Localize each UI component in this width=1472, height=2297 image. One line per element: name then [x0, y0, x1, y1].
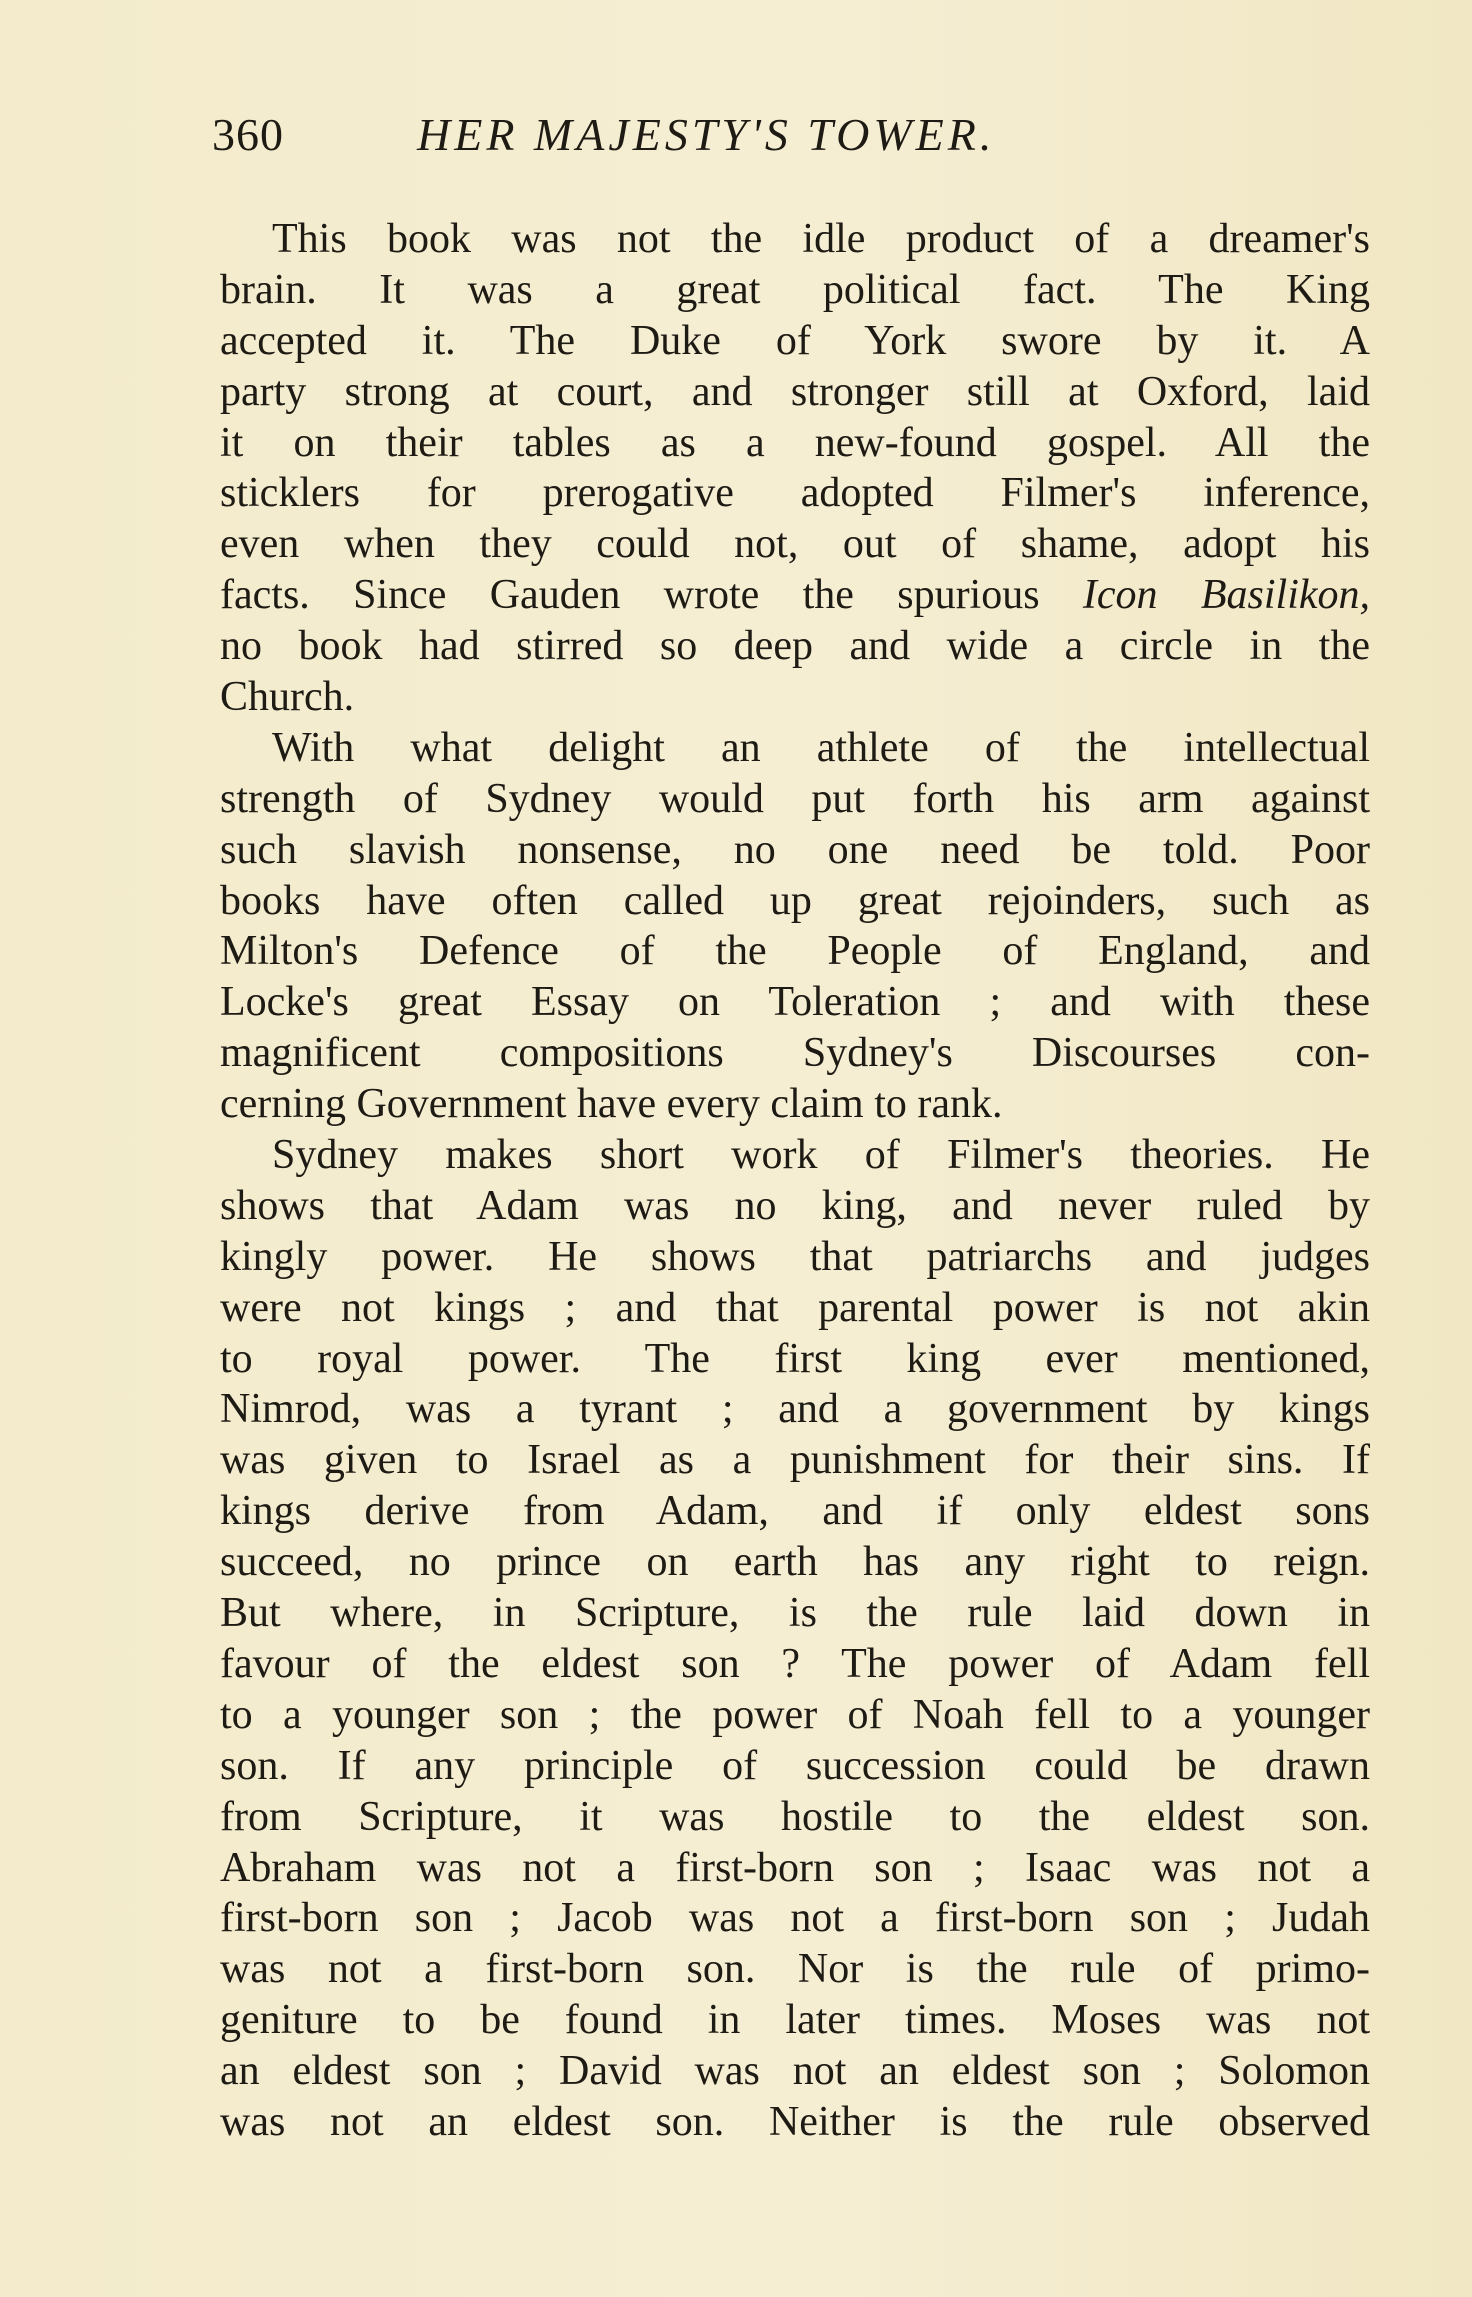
text-line: [220, 1843, 1370, 1894]
text-line-content: were not kings ; and that parental power is not akin: [220, 1284, 1370, 1331]
text-line-content: it on their tables as a new-found gospel. All the: [220, 419, 1370, 466]
text-line-content: was given to Israel as a punishment for their sins. If: [220, 1437, 1370, 1484]
text-line-content: This book was not the idle product of a dreamer's: [272, 216, 1370, 262]
text-line-content: even when they could not, out of shame, adopt his: [220, 521, 1370, 568]
text-line: [220, 774, 1370, 825]
page-header: [212, 108, 1372, 168]
text-line-content: brain. It was a great political fact. The King: [220, 266, 1370, 313]
text-line-content: But where, in Scripture, is the rule laid down in: [220, 1590, 1370, 1637]
text-line-content: such slavish nonsense, no one need be told. Poor: [220, 826, 1370, 873]
text-line-content: magnificent compositions Sydney's Discourses con-: [220, 1030, 1370, 1077]
text-line: [220, 1028, 1370, 1079]
text-line: [220, 1944, 1370, 1995]
text-line: [220, 723, 1370, 774]
text-line: [220, 1130, 1370, 1181]
text-line-content: no book had stirred so deep and wide a circle in the: [220, 623, 1370, 670]
text-line-content: shows that Adam was no king, and never ruled by: [220, 1182, 1370, 1229]
text-line: [220, 1639, 1370, 1690]
text-line: [220, 265, 1370, 316]
italic-title: Icon Basilikon,: [1082, 572, 1370, 619]
text-line-content: Church.: [220, 674, 355, 721]
text-line-content: was not a first-born son. Nor is the rule of primo-: [220, 1946, 1370, 1993]
text-line-content: kingly power. He shows that patriarchs and judges: [220, 1233, 1370, 1280]
text-line: [220, 367, 1370, 418]
text-line: [220, 1079, 1370, 1130]
text-line: [220, 977, 1370, 1028]
text-line: [220, 1181, 1370, 1232]
text-line: [220, 2097, 1370, 2148]
text-line: [220, 1690, 1370, 1741]
text-line: [220, 418, 1370, 469]
text-line-content: to a younger son ; the power of Noah fell to a younger: [220, 1691, 1370, 1738]
text-line: [220, 1537, 1370, 1588]
text-line-content: books have often called up great rejoinders, such as: [220, 877, 1370, 924]
text-line: [220, 1741, 1370, 1792]
text-line: [220, 1283, 1370, 1334]
text-line: [220, 2046, 1370, 2097]
text-line: [220, 1588, 1370, 1639]
text-line-content: cerning Government have every claim to rank.: [220, 1081, 1003, 1128]
text-line-content: from Scripture, it was hostile to the eldest son.: [220, 1793, 1370, 1840]
text-line: [220, 1893, 1370, 1944]
text-line-content: Abraham was not a first-born son ; Isaac was not a: [220, 1844, 1370, 1891]
text-line: [220, 519, 1370, 570]
text-line-content: facts. Since Gauden wrote the spurious: [220, 572, 1083, 619]
text-line: [220, 1435, 1370, 1486]
text-line-content: sticklers for prerogative adopted Filmer's inference,: [220, 470, 1370, 517]
text-line-content: was not an eldest son. Neither is the rule observed: [220, 2098, 1370, 2145]
text-line: [220, 926, 1370, 977]
text-line: [220, 1334, 1370, 1385]
text-line-content: son. If any principle of succession could be drawn: [220, 1742, 1370, 1789]
text-line: [220, 672, 1370, 723]
text-line-content: kings derive from Adam, and if only eldest sons: [220, 1488, 1370, 1535]
text-line: [220, 621, 1370, 672]
running-title: HER MAJESTY'S TOWER.: [417, 109, 996, 160]
text-line: [220, 1232, 1370, 1283]
text-line-content: to royal power. The first king ever mentioned,: [220, 1335, 1370, 1382]
text-line: [220, 1792, 1370, 1843]
text-line-content: favour of the eldest son ? The power of Adam fell: [220, 1640, 1370, 1687]
text-line: [220, 876, 1370, 927]
text-line-content: party strong at court, and stronger still at Oxford, laid: [220, 368, 1370, 415]
text-line: [220, 316, 1370, 367]
text-line-content: With what delight an athlete of the intellectual: [272, 724, 1370, 771]
text-line: [220, 1384, 1370, 1435]
text-line-content: first-born son ; Jacob was not a first-born son ; Judah: [220, 1895, 1370, 1942]
body-text: [220, 214, 1370, 2148]
text-line: [220, 468, 1370, 519]
text-line-content: Nimrod, was a tyrant ; and a government by kings: [220, 1386, 1370, 1433]
text-line: [220, 1486, 1370, 1537]
text-line: [220, 570, 1370, 621]
text-line-content: Sydney makes short work of Filmer's theories. He: [272, 1132, 1370, 1179]
text-line-content: accepted it. The Duke of York swore by it. A: [220, 317, 1370, 364]
text-line: [220, 825, 1370, 876]
text-line-content: succeed, no prince on earth has any right to reign.: [220, 1539, 1370, 1586]
page-number: 360: [212, 109, 284, 160]
text-line: [220, 1995, 1370, 2046]
text-line: [220, 214, 1370, 265]
text-line-content: an eldest son ; David was not an eldest son ; Solomon: [220, 2048, 1370, 2095]
text-line-content: strength of Sydney would put forth his arm against: [220, 775, 1370, 822]
text-line-content: Locke's great Essay on Toleration ; and with these: [220, 979, 1370, 1026]
text-line-content: geniture to be found in later times. Moses was not: [220, 1997, 1370, 2044]
text-line-content: Milton's Defence of the People of England, and: [220, 928, 1370, 975]
